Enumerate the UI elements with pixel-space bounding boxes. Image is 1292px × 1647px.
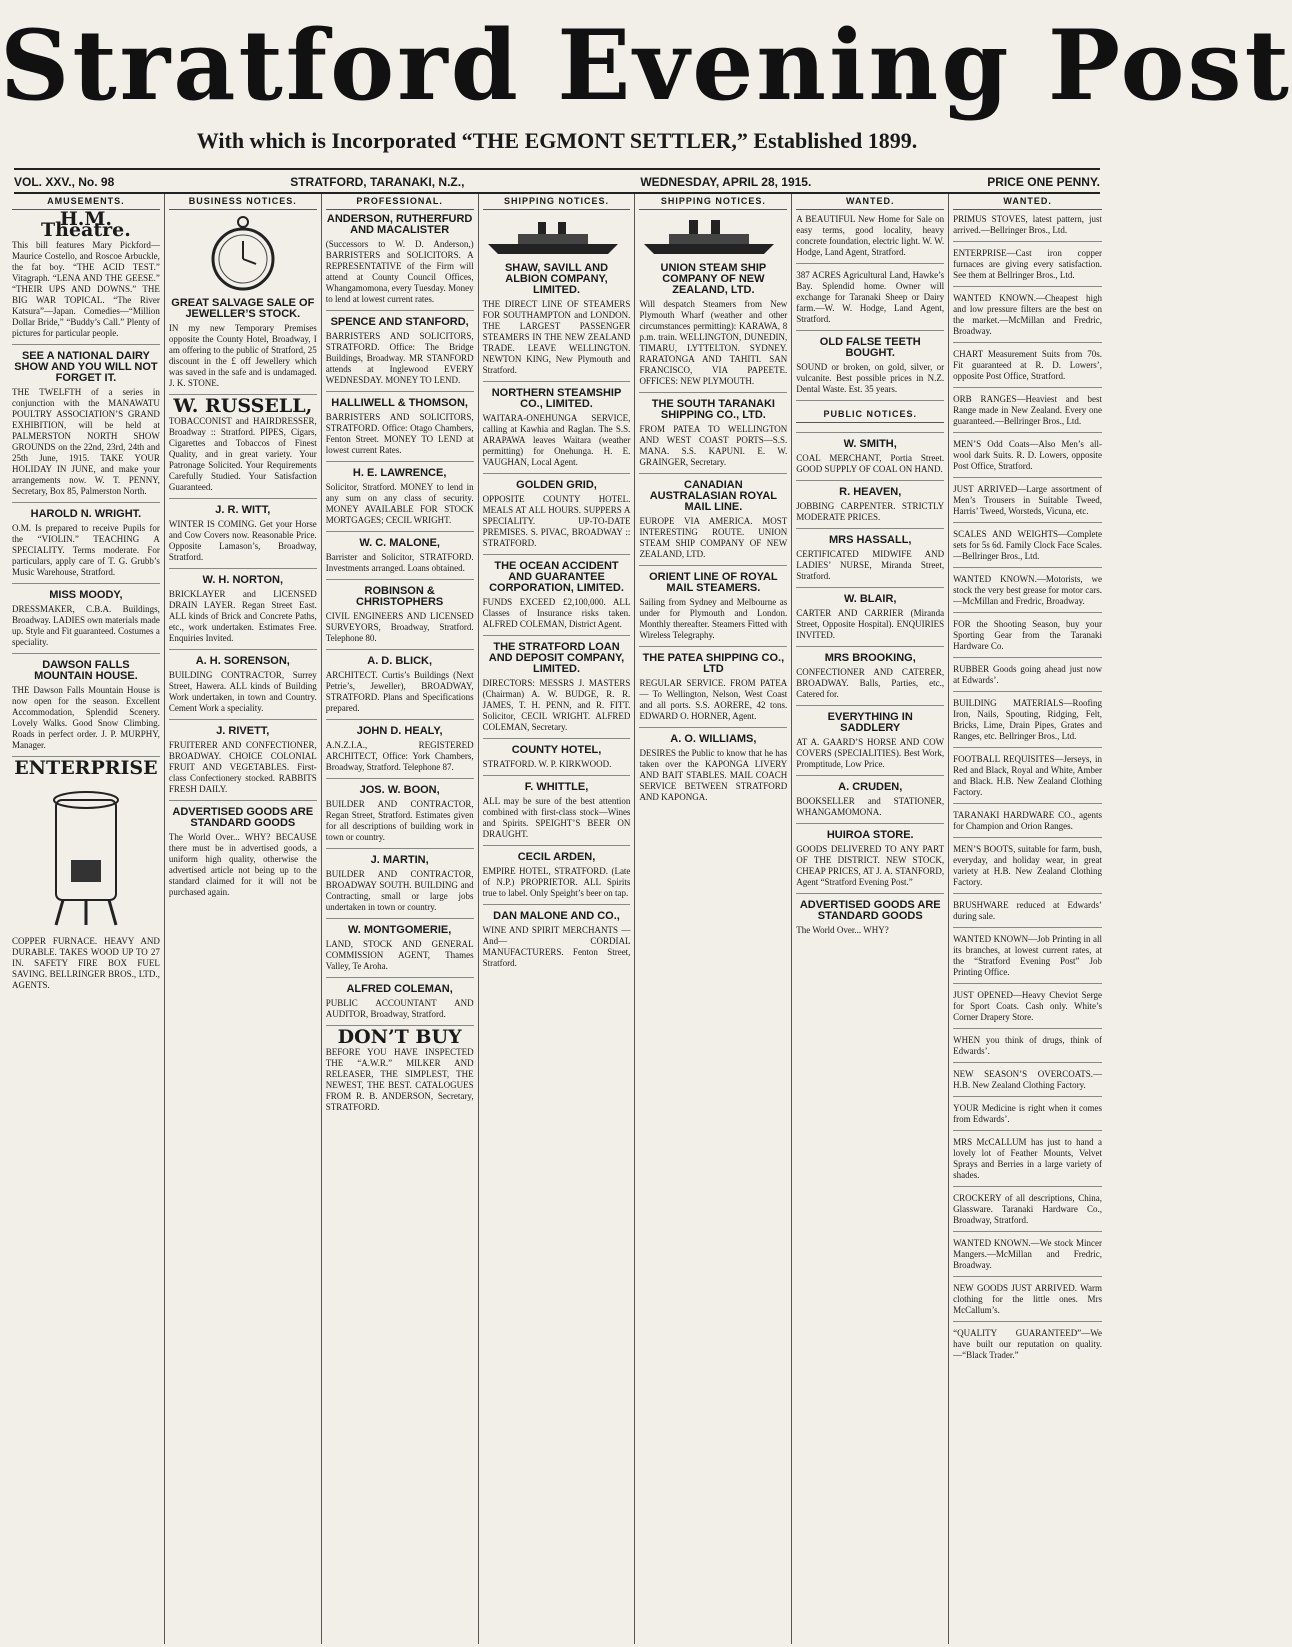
classified-item: OLD FALSE TEETH BOUGHT. SOUND or broken, on gold, silver, or vulcanite. Best possible prices in N.Z. Dental Waste. Est. 35 years. <box>796 337 944 401</box>
classified-item: NEW SEASON’S OVERCOATS.—H.B. New Zealand Clothing Factory. <box>953 1069 1102 1097</box>
advert-williams <box>639 734 787 808</box>
advert-title: GREAT SALVAGE SALE OF JEWELLER’S STOCK. <box>171 297 315 320</box>
advert-title: COUNTY HOTEL, <box>511 744 602 756</box>
classified-item: BUILDING MATERIALS—Roofing Iron, Nails, Spouting, Ridging, Felt, Bricks, Lime, Drain Pipes, Grates and Ranges, etc. Bellringer Bros., Ltd. <box>953 698 1102 748</box>
classified-item: CHART Measurement Suits from 70s. Fit guaranteed at R. D. Lowers’, opposite Post Office, Stratford. <box>953 349 1102 388</box>
steamship-illustration <box>483 218 623 256</box>
classified-item: SCALES AND WEIGHTS—Complete sets for 5s 6d. Family Clock Face Scales.—Bellringer Bros., Ltd. <box>953 529 1102 568</box>
advert-coleman <box>326 984 474 1026</box>
advert-loan-deposit <box>483 642 631 739</box>
advert-dairy-show <box>12 351 160 503</box>
pocket-watch-illustration <box>208 214 278 294</box>
advert-body: TOBACCONIST and HAIRDRESSER, Broadway :: Stratford. PIPES, Cigars, Cigarettes and Tobaccos of Finest Quality, and in great variety. Your Patronage Solicited. Your Requirements Carefully Studied. Your Satisfaction Guaranteed. <box>168 416 317 492</box>
advert-union-steam <box>639 214 787 393</box>
advert-body: COAL MERCHANT, Portia Street. GOOD SUPPLY OF COAL ON HAND. <box>796 453 945 474</box>
classified-item: R. HEAVEN, JOBBING CARPENTER. STRICTLY MODERATE PRICES. <box>796 487 944 529</box>
advert-title: ANDERSON, RUTHERFURD AND MACALISTER <box>326 213 473 236</box>
advert-title: JOS. W. BOON, <box>359 784 440 796</box>
advert-body: THE DIRECT LINE OF STEAMERS FOR SOUTHAMPTON and LONDON. THE LARGEST PASSENGER STEAMERS IN THE NEW ZEALAND TRADE. LEAVE WELLINGTON. NEWTON KING, New Plymouth and Stratford. <box>482 299 631 375</box>
advert-body: JOBBING CARPENTER. STRICTLY MODERATE PRICES. <box>796 501 945 522</box>
column-7 <box>949 194 1106 1644</box>
advert-title: W. MONTGOMERIE, <box>348 924 452 936</box>
advert-northern-steamship <box>483 388 631 474</box>
advert-title: UNION STEAM SHIP COMPANY OF NEW ZEALAND, LTD. <box>660 262 767 296</box>
advert-title: SEE A NATIONAL DAIRY SHOW AND YOU WILL NOT FORGET IT. <box>14 350 158 384</box>
column-6 <box>792 194 949 1644</box>
advert-body: ALL may be sure of the best attention combined with first-class stock—Wines and Spirits. SPEIGHT’S BEER ON DRAUGHT. <box>482 796 631 839</box>
advert-body: O.M. Is prepared to receive Pupils for the “VIOLIN.” TEACHING A SPECIALITY. Terms moderate. For particulars, apply care of T. G. Grubb’s Music Warehouse, Stratford. <box>12 523 160 577</box>
advert-title: ORIENT LINE OF ROYAL MAIL STEAMERS. <box>649 571 778 594</box>
advert-blick <box>326 656 474 720</box>
advert-body: CONFECTIONER AND CATERER, BROADWAY. Balls, Parties, etc., Catered for. <box>796 667 945 699</box>
classified-item: FOOTBALL REQUISITES—Jerseys, in Red and Black, Royal and White, Amber and Black. H.B. New Zealand Clothing Factory. <box>953 754 1102 804</box>
advert-body: BUILDER AND CONTRACTOR, Regan Street, Stratford. Estimates given for all descriptions of building work in town or country. <box>325 799 474 842</box>
advert-norton <box>169 575 317 650</box>
advert-title: MISS MOODY, <box>49 589 123 601</box>
classified-item: MEN’S BOOTS, suitable for farm, bush, everyday, and holiday wear, in great variety at H.B. New Zealand Clothing Factory. <box>953 844 1102 894</box>
advert-body: THE TWELFTH of a series in conjunction with the MANAWATU POULTRY ASSOCIATION’S GRAND EXHIBITION, will be held at PALMERSTON NORTH SHOW GROUNDS on the 22nd, 23rd, 24th and 25th June, 1915. TAKE YOUR HOLIDAY IN JUNE, and make your arrangements now. W. T. PENNY, Secretary, Box 85, Palmerston North. <box>12 387 160 496</box>
advert-title: DON’T BUY <box>337 1026 462 1048</box>
advert-title: THE OCEAN ACCIDENT AND GUARANTEE CORPORATION, LIMITED. <box>489 560 624 594</box>
advert-anderson <box>326 214 474 311</box>
classified-item: MRS BROOKING, CONFECTIONER AND CATERER, BROADWAY. Balls, Parties, etc., Catered for. <box>796 653 944 706</box>
advert-arden <box>483 852 631 905</box>
advert-violin <box>12 509 160 584</box>
advert-lawrence <box>326 468 474 532</box>
advert-body: Barrister and Solicitor, STRATFORD. Investments arranged. Loans obtained. <box>325 552 474 573</box>
advert-standard-goods <box>169 807 317 903</box>
place: STRATFORD, TARANAKI, N.Z., <box>290 175 465 189</box>
advert-montgomerie <box>326 925 474 978</box>
advert-body: GOODS DELIVERED TO ANY PART OF THE DISTRICT. NEW STOCK, CHEAP PRICES, AT J. A. STANFORD, Agent “Stratford Evening Post.” <box>796 844 945 887</box>
classified-item: RUBBER Goods going ahead just now at Edwards’. <box>953 664 1102 692</box>
steamship-illustration <box>639 218 779 256</box>
advert-title: SHAW, SAVILL AND ALBION COMPANY, LIMITED. <box>504 262 609 296</box>
advert-shaw-savill <box>483 214 631 382</box>
advert-theatre <box>12 208 160 345</box>
advert-body: LAND, STOCK AND GENERAL COMMISSION AGENT, Thames Valley, Te Aroha. <box>325 939 474 971</box>
advert-dan-malone <box>483 911 631 974</box>
classified-item: BRUSHWARE reduced at Edwards’ during sale. <box>953 900 1102 928</box>
advert-body: Solicitor, Stratford. MONEY to lend in any sum on any class of security. MONEY AVAILABLE FOR STOCK MORTGAGES; CECIL WRIGHT. <box>325 482 474 525</box>
advert-body: BOOKSELLER and STATIONER, WHANGAMOMONA. <box>796 796 945 817</box>
advert-mountain-house <box>12 660 160 757</box>
advert-title: NORTHERN STEAMSHIP CO., LIMITED. <box>491 387 622 410</box>
advert-title: ROBINSON & CHRISTOPHERS <box>356 585 444 608</box>
volume-number: VOL. XXV., No. 98 <box>14 175 115 189</box>
column-header: WANTED. <box>953 194 1102 210</box>
column-header: PROFESSIONAL. <box>326 194 474 210</box>
column-5 <box>635 194 792 1644</box>
classified-item: TARANAKI HARDWARE CO., agents for Champion and Orion Ranges. <box>953 810 1102 838</box>
advert-salvage-sale <box>169 214 317 395</box>
advert-body: DRESSMAKER, C.B.A. Buildings, Broadway. LADIES own materials made up. Style and Fit guaranteed. Costumes a speciality. <box>12 604 160 647</box>
classified-item: “QUALITY GUARANTEED”—We have built our reputation on quality.—“Black Trader.” <box>953 1328 1103 1360</box>
advert-body: CIVIL ENGINEERS AND LICENSED SURVEYORS, Broadway, Stratford. Telephone 80. <box>325 611 474 643</box>
advert-body: REGULAR SERVICE. FROM PATEA— To Wellington, Nelson, West Coast and all ports. S.S. AORERE, 42 tons. EDWARD O. HORNER, Agent. <box>639 678 788 721</box>
advert-title: SPENCE AND STANFORD, <box>330 316 469 328</box>
issue-date: WEDNESDAY, APRIL 28, 1915. <box>640 175 812 189</box>
advert-body: ARCHITECT. Curtis’s Buildings (Next Petrie’s, Jeweller), BROADWAY, STRATFORD. Plans and Specifications prepared. <box>325 670 474 713</box>
column-4 <box>479 194 636 1644</box>
advert-body: WAITARA-ONEHUNGA SERVICE, calling at Kawhia and Raglan. The S.S. ARAPAWA leaves Waitara (weather permitting) for Onehunga. H. E. VAUGHAN, Local Agent. <box>482 413 631 467</box>
advert-body: BUILDER AND CONTRACTOR, BROADWAY SOUTH. BUILDING and Contracting, small or large jobs undertaken in town or country. <box>325 869 474 912</box>
advert-body: SOUND or broken, on gold, silver, or vulcanite. Best possible prices in N.Z. Dental Waste. Est. 35 years. <box>796 362 945 394</box>
advert-body: This bill features Mary Pickford—Maurice Costello, and Roscoe Arbuckle, the fat boy. “THE ACID TEST.” Vitagraph. “LENA AND THE GEESE.” “THEIR UPS AND DOWNS.” THE BIG WAR TOPICAL. “The River Katsura”—Japan. Comedies—“Million Dollar Bride,” “Buddy’s Call.” Plenty of pictures for particular people. <box>12 240 160 338</box>
advert-body: 387 ACRES Agricultural Land, Hawke’s Bay. Splendid home. Owner will exchange for Taranaki Sheep or Dairy farm.—W. W. Hodge, Land Agent, Stratford. <box>796 270 945 324</box>
dateline <box>14 168 1100 194</box>
advert-enterprise <box>12 757 160 996</box>
advert-body: FUNDS EXCEED £2,100,000. ALL Classes of Insurance risks taken. ALFRED COLEMAN, District Agent. <box>482 597 631 629</box>
advert-title: THE PATEA SHIPPING CO., LTD <box>642 652 785 675</box>
classified-item: MRS McCALLUM has just to hand a lovely lot of Feather Mounts, Velvet Sprays and Berries in a large variety of shades. <box>953 1137 1102 1187</box>
advert-body: COPPER FURNACE. HEAVY AND DURABLE. TAKES WOOD UP TO 27 IN. SAFETY FIRE BOX FUEL SAVING. BELLRINGER BROS., LTD., AGENTS. <box>12 936 160 990</box>
advert-title: CECIL ARDEN, <box>517 851 596 863</box>
advert-title: ALFRED COLEMAN, <box>346 983 453 995</box>
classified-item <box>796 214 944 264</box>
advert-sorenson <box>169 656 317 720</box>
advert-ocean-accident <box>483 561 631 636</box>
advert-body: IN my new Temporary Premises opposite the County Hotel, Broadway, I am offering to the public of Stratford, 25 discount in the £ off Jewellery which was saved in the safe and is undamaged. J. K. STONE. <box>168 323 317 388</box>
advert-malone <box>326 538 474 580</box>
column-header: BUSINESS NOTICES. <box>169 194 317 210</box>
advert-title: CANADIAN AUSTRALASIAN ROYAL MAIL LINE. <box>649 479 778 513</box>
advert-whittle <box>483 782 631 846</box>
price: PRICE ONE PENNY. <box>987 175 1100 189</box>
advert-body: EUROPE VIA AMERICA. MOST INTERESTING ROUTE. UNION STEAM SHIP COMPANY OF NEW ZEALAND, LTD. <box>639 516 788 559</box>
column-header: SHIPPING NOTICES. <box>483 194 631 210</box>
advert-body: FRUITERER AND CONFECTIONER, BROADWAY. CHOICE COLONIAL FRUIT AND VEGETABLES. First-class Confectionery stocked. RABBITS FRESH DAILY. <box>168 740 317 794</box>
advert-title: DAN MALONE AND CO., <box>493 910 620 922</box>
classified-item: W. BLAIR, CARTER AND CARRIER (Miranda Street, Opposite Hospital). ENQUIRIES INVITED. <box>796 594 944 647</box>
advert-body: PUBLIC ACCOUNTANT AND AUDITOR, Broadway, Stratford. <box>325 998 474 1019</box>
classified-item: ENTERPRISE—Cast iron copper furnaces are giving every satisfaction. See them at Bellringer Bros., Ltd. <box>953 248 1102 287</box>
advert-title: F. WHITTLE, <box>524 781 589 793</box>
furnace-illustration <box>41 780 131 930</box>
advert-title: ENTERPRISE <box>14 757 158 779</box>
advert-dont-buy <box>325 1026 474 1118</box>
advert-body: BRICKLAYER and LICENSED DRAIN LAYER. Regan Street East. ALL kinds of Brick and Concrete Paths, etc., work undertaken. Estimates Free. Enquiries Invited. <box>168 589 317 643</box>
advert-body: CERTIFICATED MIDWIFE AND LADIES’ NURSE, Miranda Street, Stratford. <box>796 549 945 581</box>
newspaper-title: Stratford Evening Post <box>0 9 1292 122</box>
advert-body: BARRISTERS AND SOLICITORS, STRATFORD. Office: The Bridge Buildings, Broadway. MR STANFORD attends at Inglewood EVERY WEDNESDAY. MONEY TO LEND. <box>325 331 474 385</box>
advert-title: W. H. NORTON, <box>202 574 284 586</box>
advert-body: DIRECTORS: MESSRS J. MASTERS (Chairman) A. W. BUDGE, R. R. JAMES, T. H. PENN, and R. FITT. Solicitor, CECIL WRIGHT. ALFRED COLEMAN, Secretary. <box>482 678 631 732</box>
advert-healy <box>326 726 474 779</box>
advert-body: BUILDING CONTRACTOR, Surrey Street, Hawera. ALL kinds of Building Work undertaken, in town and Country. Cement Work a speciality. <box>168 670 317 713</box>
advert-body: BARRISTERS AND SOLICITORS, STRATFORD. Office: Otago Chambers, Fenton Street. MONEY TO LEND at lowest current Rates. <box>325 412 474 455</box>
classified-item: YOUR Medicine is right when it comes from Edwards’. <box>953 1103 1102 1131</box>
advert-title: ADVERTISED GOODS ARE STANDARD GOODS <box>172 806 314 829</box>
advert-body: The World Over... WHY? BECAUSE there must be in advertised goods, a uniform high quality, otherwise the advertised article not being up to the standard claimed for it will not be purchased again. <box>168 832 317 897</box>
classified-item: PRIMUS STOVES, latest pattern, just arrived.—Bellringer Bros., Ltd. <box>953 214 1102 242</box>
classified-item: EVERYTHING IN SADDLERY AT A. GAARD’S HORSE AND COW COVERS (SPECIALITIES). Best Work, Promptitude, Low Price. <box>796 712 944 776</box>
classified-item: WHEN you think of drugs, think of Edwards’. <box>953 1035 1102 1063</box>
classified-item: NEW GOODS JUST ARRIVED. Warm clothing for the little ones. Mrs McCallum’s. <box>953 1283 1102 1322</box>
classified-item: MEN’S Odd Coats—Also Men’s all-wool dark Suits. R. D. Lowers, opposite Post Office, Stratford. <box>953 439 1102 478</box>
advert-body: (Successors to W. D. Anderson,) BARRISTERS and SOLICITORS. A REPRESENTATIVE of the Firm will attend at County Council Offices, Whangamomona, every Tuesday. Money to lend at lowest current rates. <box>325 239 474 304</box>
column-header: WANTED. <box>796 194 944 210</box>
advert-orient <box>639 572 787 647</box>
advert-body: THE Dawson Falls Mountain House is now open for the season. Excellent Accommodation, Splendid Scenery. Lovely Walks. Good Snow Climbing. Roads in perfect order. J. P. MURPHY, Manager. <box>12 685 160 750</box>
advert-patea-shipping <box>639 653 787 728</box>
advert-witt <box>169 505 317 569</box>
advert-title: H.M. Theatre. <box>41 208 131 241</box>
advert-body: A.N.Z.I.A., REGISTERED ARCHITECT, Office: York Chambers, Broadway, Stratford. Telephone 87. <box>325 740 474 772</box>
advert-title: DAWSON FALLS MOUNTAIN HOUSE. <box>34 659 138 682</box>
advert-title: HAROLD N. WRIGHT. <box>30 508 142 520</box>
advert-dressmaker <box>12 590 160 654</box>
advert-halliwell <box>326 398 474 462</box>
advert-title: JOHN D. HEALY, <box>356 725 443 737</box>
advert-body: AT A. GAARD’S HORSE AND COW COVERS (SPECIALITIES). Best Work, Promptitude, Low Price. <box>796 737 945 769</box>
advert-title: J. MARTIN, <box>370 854 429 866</box>
advert-martin <box>326 855 474 919</box>
advert-title: THE SOUTH TARANAKI SHIPPING CO., LTD. <box>651 398 775 421</box>
column-2 <box>165 194 322 1644</box>
advert-body: The World Over... WHY? <box>796 925 889 935</box>
advert-body: WINE AND SPIRIT MERCHANTS —And— CORDIAL MANUFACTURERS. Fenton Street, Stratford. <box>482 925 631 968</box>
advert-robinson <box>326 586 474 650</box>
advert-body: CARTER AND CARRIER (Miranda Street, Opposite Hospital). ENQUIRIES INVITED. <box>796 608 945 640</box>
classified-item: W. SMITH, COAL MERCHANT, Portia Street. GOOD SUPPLY OF COAL ON HAND. <box>796 439 944 481</box>
classified-item: JUST ARRIVED—Large assortment of Men’s Trousers in Suitable Tweed, Harris’ Tweed, Worsteds, Vicuna, etc. <box>953 484 1102 523</box>
advert-canadian <box>639 480 787 566</box>
advert-spence <box>326 317 474 392</box>
advert-title: W. C. MALONE, <box>359 537 440 549</box>
column-header: AMUSEMENTS. <box>12 194 160 210</box>
classified-item: FOR the Shooting Season, buy your Sporting Gear from the Taranaki Hardware Co. <box>953 619 1102 658</box>
advert-body: DESIRES the Public to know that he has taken over the KAPONGA LIVERY AND BAIT STABLES. MAIL COACH SERVICE BETWEEN STRATFORD AND KAPONGA. <box>639 748 788 802</box>
classified-item: ORB RANGES—Heaviest and best Range made in New Zealand. Every one guaranteed.—Bellringer Bros., Ltd. <box>953 394 1102 433</box>
advert-body: STRATFORD. W. P. KIRKWOOD. <box>482 759 612 769</box>
advert-title: GOLDEN GRID, <box>516 479 597 491</box>
classified-item: ADVERTISED GOODS ARE STANDARD GOODS The World Over... WHY? <box>796 900 944 941</box>
advert-south-taranaki <box>639 399 787 474</box>
advert-body: A BEAUTIFUL New Home for Sale on easy terms, good locality, heavy concrete foundation, electric light. W. W. Hodge, Land Agent, Stratford. <box>796 214 945 257</box>
classified-item: JUST OPENED—Heavy Cheviot Serge for Sport Coats. Cash only. White’s Corner Drapery Store. <box>953 990 1102 1029</box>
advert-title: THE STRATFORD LOAN AND DEPOSIT COMPANY, LIMITED. <box>488 641 625 675</box>
classified-item: WANTED KNOWN—Job Printing in all its branches, at lowest current rates, at the “Stratford Evening Post” Job Printing Office. <box>953 934 1102 984</box>
advert-body: OPPOSITE COUNTY HOTEL. MEALS AT ALL HOURS. SUPPERS A SPECIALITY. UP-TO-DATE PREMISES. S. PIVAC, BROADWAY :: STRATFORD. <box>482 494 631 548</box>
advert-county-hotel <box>483 745 631 776</box>
advert-body: FROM PATEA TO WELLINGTON AND WEST COAST PORTS—S.S. MANA. S.S. KAPUNI. E. W. GRAINGER, Secretary. <box>639 424 788 467</box>
advert-body: EMPIRE HOTEL, STRATFORD. (Late of N.P.) PROPRIETOR. ALL Spirits true to label. Only Speight’s beer on tap. <box>482 866 631 898</box>
advert-title: HALLIWELL & THOMSON, <box>331 397 468 409</box>
classified-item: WANTED KNOWN.—Motorists, we stock the very best grease for motor cars.—McMillan and Fredric, Broadway. <box>953 574 1102 613</box>
advert-title: A. H. SORENSON, <box>195 655 290 667</box>
classified-item: CROCKERY of all descriptions, China, Glassware. Taranaki Hardware Co., Broadway, Stratford. <box>953 1193 1102 1232</box>
column-1 <box>8 194 165 1644</box>
classified-item: WANTED KNOWN.—We stock Mincer Mangers.—McMillan and Fredric, Broadway. <box>953 1238 1102 1277</box>
advert-title: J. RIVETT, <box>216 725 270 737</box>
classified-item: MRS HASSALL, CERTIFICATED MIDWIFE AND LADIES’ NURSE, Miranda Street, Stratford. <box>796 535 944 588</box>
advert-title: A. O. WILLIAMS, <box>670 733 757 745</box>
newspaper-subtitle: With which is Incorporated “THE EGMONT SETTLER,” Established 1899. <box>196 128 918 153</box>
classified-item: A. CRUDEN, BOOKSELLER and STATIONER, WHANGAMOMONA. <box>796 782 944 824</box>
advert-body: BEFORE YOU HAVE INSPECTED THE “A.W.R.” MILKER AND RELEASER, THE SIMPLEST, THE NEWEST, THE BEST. CATALOGUES FROM R. B. ANDERSON, Secretary, STRATFORD. <box>325 1047 474 1112</box>
advert-body: WINTER IS COMING. Get your Horse and Cow Covers now. Reasonable Price. Opposite Lamason’s, Broadway, Stratford. <box>168 519 317 562</box>
column-header: SHIPPING NOTICES. <box>639 194 787 210</box>
advert-title: W. RUSSELL, <box>173 395 313 417</box>
advert-russell <box>168 395 317 499</box>
classified-item <box>796 270 944 331</box>
classified-item: HUIROA STORE. GOODS DELIVERED TO ANY PART OF THE DISTRICT. NEW STOCK, CHEAP PRICES, AT J. A. STANFORD, Agent “Stratford Evening Post.” <box>796 830 944 894</box>
advert-title: J. R. WITT, <box>215 504 271 516</box>
advert-rivett <box>169 726 317 801</box>
advert-title: A. D. BLICK, <box>367 655 433 667</box>
columns <box>8 194 1106 1644</box>
classified-item: WANTED KNOWN.—Cheapest high and low pressure filters are the best on the market.—McMillan and Fredric, Broadway. <box>953 293 1102 343</box>
column-3 <box>322 194 479 1644</box>
section-public-notices: PUBLIC NOTICES. <box>796 407 944 433</box>
advert-boon <box>326 785 474 849</box>
advert-body: Will despatch Steamers from New Plymouth Wharf (weather and other circumstances permitting): KARAWA, 8 p.m. train. WELLINGTON, DUNEDIN, TIMARU, LYTTELTON. SYDNEY. RARATONGA AND TAHITI. SAN FRANCISCO, VIA PAPEETE. OFFICES: NEW PLYMOUTH. <box>639 299 788 386</box>
advert-body: Sailing from Sydney and Melbourne as under for Plymouth and London. Monthly thereafter. Steamers Fitted with Wireless Telegraphy. <box>639 597 788 640</box>
advert-title: H. E. LAWRENCE, <box>352 467 447 479</box>
advert-golden-grid <box>483 480 631 555</box>
